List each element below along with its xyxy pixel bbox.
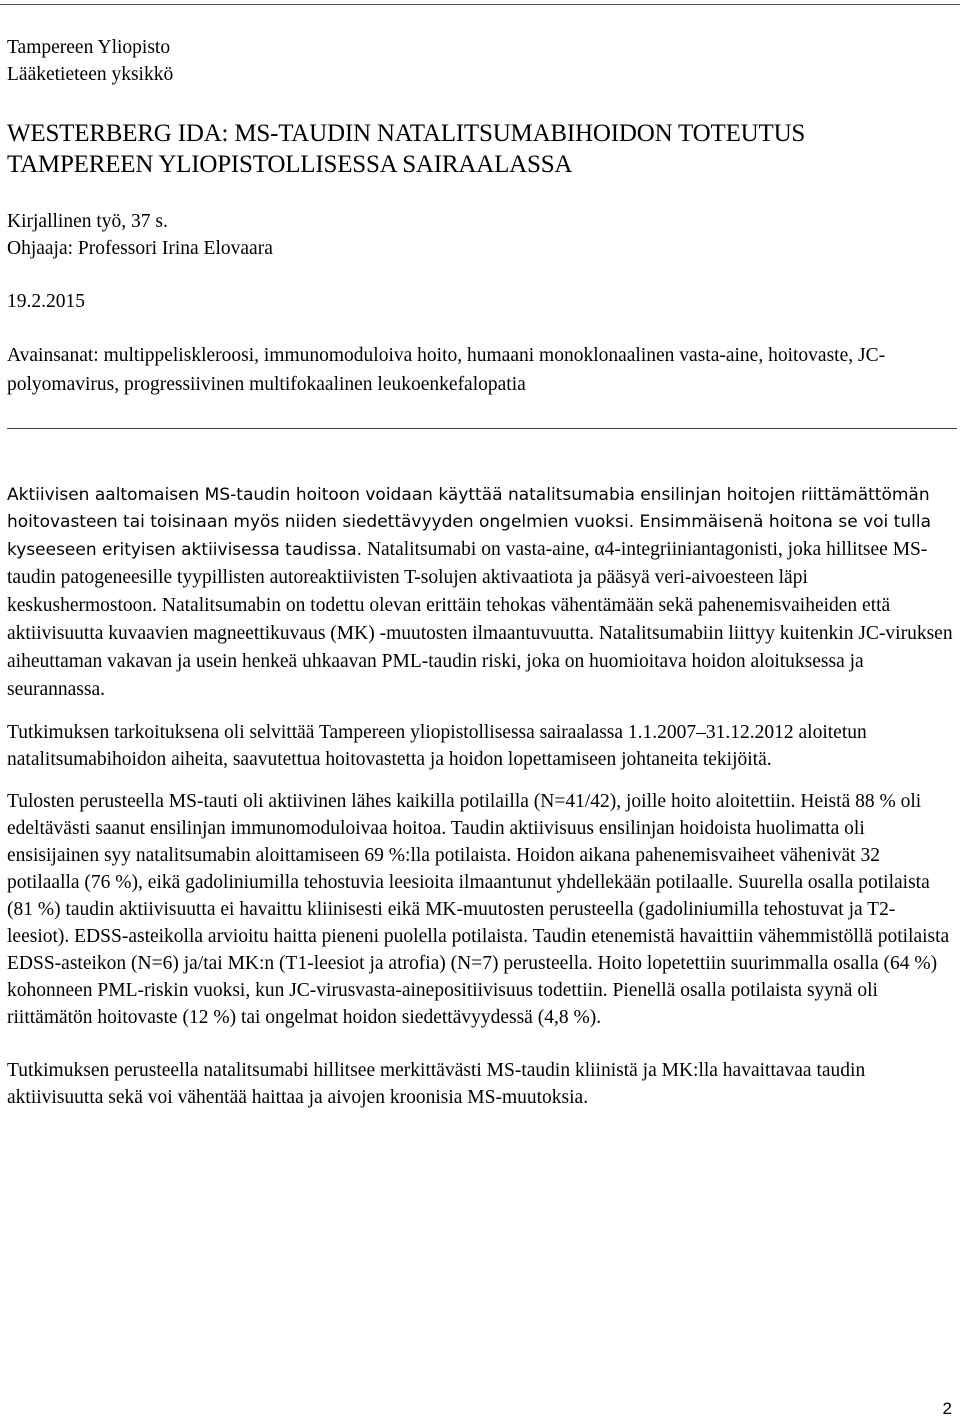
intro-sans-text: Aktiivisen aaltomaisen MS-taudin hoitoon voidaan käyttää natalitsumabia ensilinjan hoitojen riittämättömän hoitovasteen tai toisinaan myös niiden siedettävyyden ongelmien vuoksi. Ensimmäisenä hoitona se voi tulla kyseeseen erityisen aktiivisessa taudissa.: [7, 485, 931, 560]
abstract-aim-paragraph: Tutkimuksen tarkoituksena oli selvittää Tampereen yliopistollisessa sairaalassa 1.1.2007–31.12.2012 aloitetun natalitsumabihoidon aiheita, saavutettua hoitovastetta ja hoidon lopettamiseen johtaneita tekijöitä.: [7, 722, 867, 770]
document-date: 19.2.2015: [7, 291, 85, 312]
work-info: Kirjallinen työ, 37 s.: [7, 211, 168, 232]
thesis-title-line-1: WESTERBERG IDA: MS-TAUDIN NATALITSUMABIHOIDON TOTEUTUS: [7, 120, 806, 147]
university-name: Tampereen Yliopisto: [7, 37, 171, 58]
abstract-body: [7, 482, 955, 1111]
section-divider: [7, 428, 957, 429]
unit-name: Lääketieteen yksikkö: [7, 64, 174, 85]
top-border-line: [0, 4, 960, 5]
abstract-intro-paragraph: [7, 482, 955, 704]
abstract-conclusion-paragraph: Tutkimuksen perusteella natalitsumabi hillitsee merkittävästi MS-taudin kliinistä ja MK:lla havaittavaa taudin aktiivisuutta sekä voi vähentää haittaa ja aivojen kroonisia MS-muutoksia.: [7, 1060, 866, 1108]
abstract-results-paragraph: Tulosten perusteella MS-tauti oli aktiivinen lähes kaikilla potilailla (N=41/42), joille hoito aloitettiin. Heistä 88 % oli edeltävästi saanut ensilinjan immunomoduloivaa hoitoa. Taudin aktiivisuus ensilinjan hoidoista huolimatta oli ensisijainen syy natalitsumabin aloittamiseen 69 %:lla potilaista. Hoidon aikana pahenemisvaiheet vähenivät 32 potilaalla (76 %), eikä gadoliniumilla tehostuvia leesioita ilmaantunut yhdellekään potilaalle. Suurella osalla potilaista (81 %) taudin aktiivisuutta ei havaittu kliinisesti eikä MK-muutosten perusteella (gadoliniumilla tehostuvat ja T2-leesiot). EDSS-asteikolla arvioitu haitta pieneni puolella potilaista. Taudin etenemistä havaittiin vähemmistöllä potilaista EDSS-asteikon (N=6) ja/tai MK:n (T1-leesiot ja atrofia) (N=7) perusteella. Hoito lopetettiin suurimmalla osalla (64 %) kohonneen PML-riskin vuoksi, kun JC-virusvasta-ainepositiivisuus todettiin. Pienellä osalla potilaista syynä oli riittämätön hoitovaste (12 %) tai ongelmat hoidon siedettävyydessä (4,8 %).: [7, 791, 950, 1028]
intro-serif-text: Natalitsumabi on vasta-aine, α4-integriiniantagonisti, joka hillitsee MS-taudin patogeneesille tyypillisten autoreaktiivisten T-solujen aktivaatiota ja pääsyä veri-aivoesteen läpi keskushermostoon. Natalitsumabin on todettu olevan erittäin tehokas vähentämään sekä pahenemisvaiheiden että aktiivisuutta kuvaavien magneettikuvaus (MK) -muutosten ilmaantuvuutta. Natalitsumabiin liittyy kuitenkin JC-viruksen aiheuttaman vakavan ja usein henkeä uhkaavan PML-taudin riski, joka on huomioitava hoidon aloituksessa ja seurannassa.: [7, 539, 953, 700]
supervisor: Ohjaaja: Professori Irina Elovaara: [7, 238, 273, 259]
keywords: Avainsanat: multippeliskleroosi, immunomoduloiva hoito, humaani monoklonaalinen vasta-aine, hoitovaste, JC-polyomavirus, progressiivinen multifokaalinen leukoenkefalopatia: [7, 345, 886, 395]
thesis-title-line-2: TAMPEREEN YLIOPISTOLLISESSA SAIRAALASSA: [7, 151, 573, 178]
document-header: [7, 34, 955, 399]
page-number: 2: [942, 1399, 952, 1418]
